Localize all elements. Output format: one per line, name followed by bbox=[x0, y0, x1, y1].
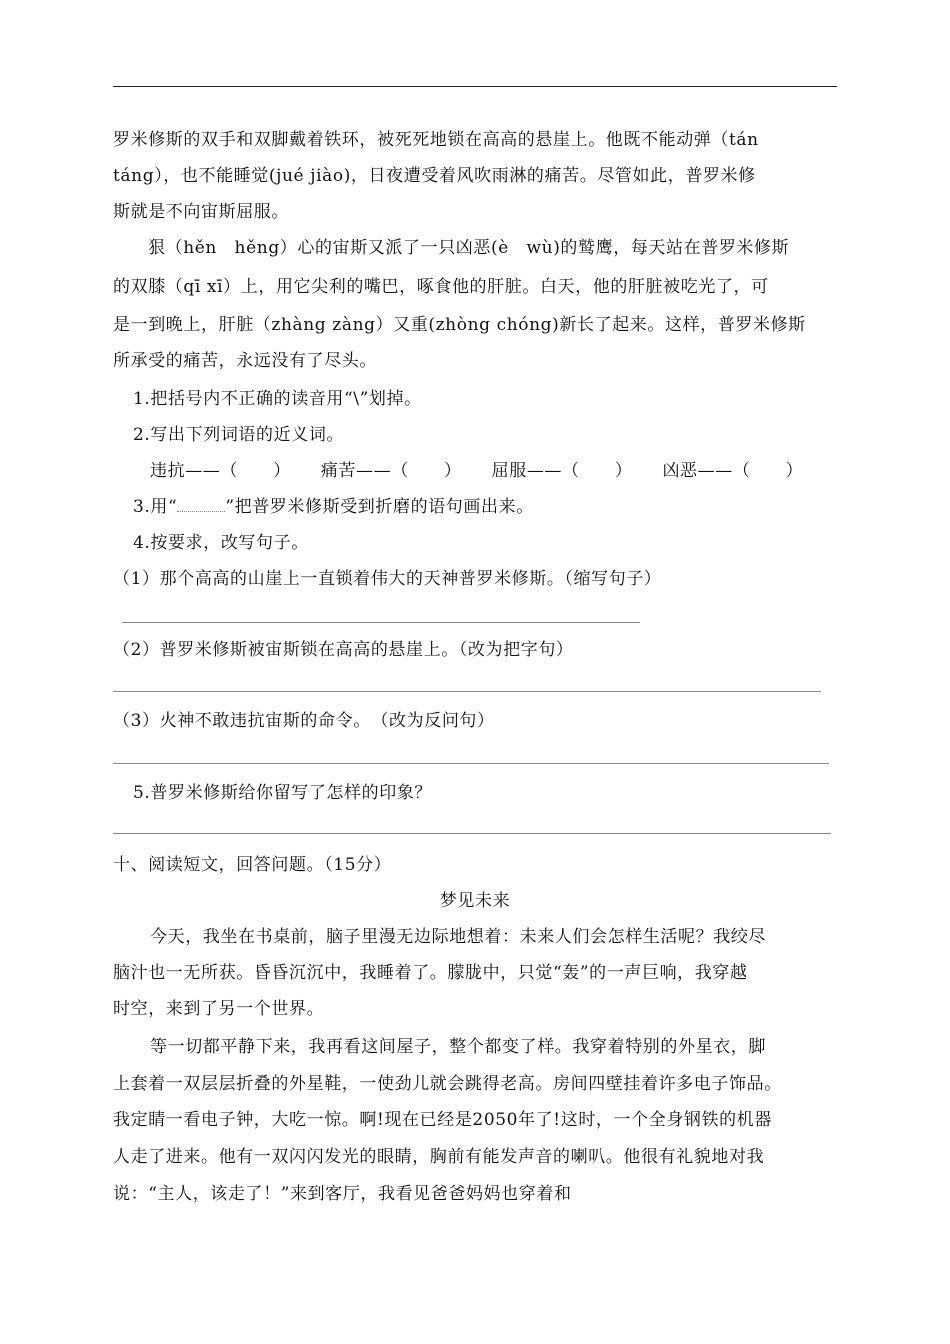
passage-title: 梦见未来 bbox=[439, 891, 511, 911]
question-2: 2.写出下列词语的近义词。 bbox=[133, 425, 345, 445]
header-rule bbox=[113, 86, 837, 87]
para1-line3: 斯就是不向宙斯屈服。 bbox=[113, 202, 289, 222]
synonym-item[interactable]: 违抗——（ ） bbox=[150, 461, 291, 481]
synonym-item[interactable]: 凶恶——（ ） bbox=[662, 461, 804, 481]
para2-line1: 狠（hěn hěng）心的宙斯又派了一只凶恶(è wù)的鹫鹰，每天站在普罗米修斯 bbox=[148, 238, 790, 258]
synonym-item[interactable]: 屈服——（ ） bbox=[491, 461, 633, 481]
s10-p2-line2: 上套着一双层层折叠的外星鞋，一使劲儿就会跳得老高。房间四壁挂着许多电子饰品。 bbox=[113, 1074, 782, 1094]
para1-line1: 罗米修斯的双手和双脚戴着铁环，被死死地锁在高高的悬崖上。他既不能动弹（tán bbox=[113, 130, 759, 150]
para2-line4: 所承受的痛苦，永远没有了尽头。 bbox=[113, 351, 377, 371]
answer-line-4-2[interactable] bbox=[113, 691, 821, 692]
section-10-heading: 十、阅读短文，回答问题。（15分） bbox=[113, 855, 392, 875]
question-4-3: （3）火神不敢违抗宙斯的命令。 （改为反问句） bbox=[113, 711, 495, 731]
s10-p1-line2: 脑汁也一无所获。昏昏沉沉中，我睡着了。朦胧中，只觉“轰”的一声巨响，我穿越 bbox=[113, 963, 748, 983]
answer-line-4-1[interactable] bbox=[122, 622, 640, 623]
question-2-items bbox=[150, 459, 803, 483]
wavy-line-sample bbox=[177, 497, 225, 512]
question-4-1: （1）那个高高的山崖上一直锁着伟大的天神普罗米修斯。（缩写句子） bbox=[113, 569, 662, 589]
s10-p2-line1: 等一切都平静下来，我再看这间屋子，整个都变了样。我穿着特别的外星衣，脚 bbox=[150, 1037, 766, 1057]
question-5: 5.普罗米修斯给你留写了怎样的印象？ bbox=[133, 783, 433, 803]
answer-line-4-3[interactable] bbox=[113, 763, 829, 764]
para1-line2: táng），也不能睡觉(jué jiào)，日夜遭受着风吹雨淋的痛苦。尽管如此，普罗米修 bbox=[113, 166, 756, 186]
s10-p1-line3: 时空，来到了另一个世界。 bbox=[113, 999, 325, 1019]
answer-line-5[interactable] bbox=[113, 833, 831, 834]
question-4: 4.按要求，改写句子。 bbox=[133, 533, 309, 553]
question-3: 3.用“ ”把普罗米修斯受到折磨的语句画出来。 bbox=[133, 497, 534, 517]
para2-line2: 的双膝（qī xī）上，用它尖利的嘴巴，啄食他的肝脏。白天，他的肝脏被吃光了，可 bbox=[113, 277, 769, 297]
s10-p2-line5: 说：“主人，该走了！”来到客厅，我看见爸爸妈妈也穿着和 bbox=[113, 1184, 572, 1204]
synonym-item[interactable]: 痛苦——（ ） bbox=[320, 461, 462, 481]
s10-p2-line3: 我定睛一看电子钟，大吃一惊。啊!现在已经是2050年了!这时，一个全身钢铁的机器 bbox=[113, 1110, 772, 1130]
para2-line3: 是一到晚上，肝脏（zhàng zàng）又重(zhòng chóng)新长了起来。这样，普罗米修斯 bbox=[113, 315, 806, 335]
question-4-2: （2）普罗米修斯被宙斯锁在高高的悬崖上。（改为把字句） bbox=[113, 640, 574, 660]
s10-p1-line1: 今天，我坐在书桌前，脑子里漫无边际地想着：未来人们会怎样生活呢？我绞尽 bbox=[150, 927, 766, 947]
s10-p2-line4: 人走了进来。他有一双闪闪发光的眼睛，胸前有能发声音的喇叭。他很有礼貌地对我 bbox=[113, 1147, 765, 1167]
question-1: 1.把括号内不正确的读音用“\”划掉。 bbox=[133, 389, 422, 409]
